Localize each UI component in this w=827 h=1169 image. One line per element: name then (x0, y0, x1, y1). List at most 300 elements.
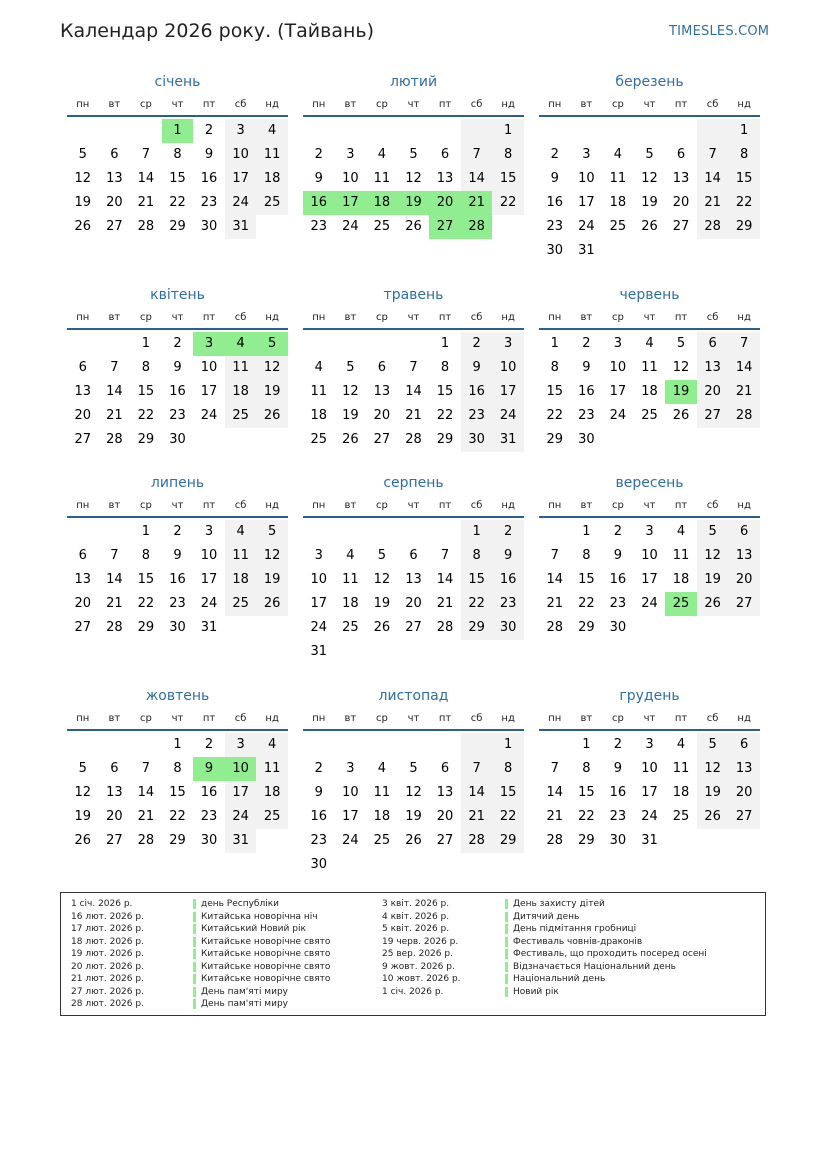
day-cell: 21 (106, 408, 123, 423)
weekday-label: пн (76, 500, 90, 511)
day-cell: 13 (106, 171, 123, 186)
day-cell: 13 (436, 171, 454, 186)
legend-date: 9 жовт. 2026 р. (382, 961, 455, 972)
day-cell: 12 (256, 544, 288, 568)
day-cell: 2 (550, 147, 559, 162)
weekday-header (67, 711, 288, 731)
day-cell: 14 (697, 167, 729, 191)
day-cell: 16 (169, 572, 186, 587)
day-cell: 9 (550, 171, 559, 186)
day-cell: 1 (141, 524, 151, 539)
weekday-label: вт (108, 312, 121, 323)
weekday-label: ср (375, 312, 388, 323)
empty-cell (67, 332, 99, 356)
holiday-day-cell: 17 (335, 191, 367, 215)
month-10 (67, 686, 288, 853)
month-5 (303, 285, 524, 452)
weekday-label: нд (265, 500, 279, 511)
day-grid (303, 520, 524, 664)
day-cell: 4 (645, 336, 654, 351)
empty-cell (429, 520, 461, 544)
weekday-label: пн (548, 500, 562, 511)
weekday-header (67, 97, 288, 117)
weekday-label: сб (234, 713, 247, 724)
day-cell: 29 (492, 829, 524, 853)
day-cell: 10 (342, 171, 359, 186)
empty-cell (67, 119, 99, 143)
day-cell: 10 (641, 548, 658, 563)
day-cell: 23 (169, 408, 186, 423)
day-cell: 17 (342, 809, 359, 824)
site-link[interactable]: TIMESLES.COM (669, 24, 770, 39)
day-cell: 15 (578, 785, 595, 800)
empty-cell (697, 119, 729, 143)
empty-cell (665, 119, 697, 143)
day-cell: 29 (169, 219, 186, 234)
month-3 (539, 72, 760, 263)
day-cell: 13 (106, 785, 123, 800)
legend-holiday-name: Відзначається Національний день (505, 961, 707, 974)
day-cell: 17 (225, 781, 257, 805)
day-cell: 22 (461, 592, 493, 616)
day-grid (539, 332, 760, 452)
day-grid (539, 733, 760, 853)
holiday-day-cell: 21 (461, 191, 493, 215)
holiday-day-cell: 16 (303, 191, 335, 215)
weekday-label: чт (407, 713, 420, 724)
day-cell: 16 (310, 809, 328, 824)
month-6 (539, 285, 760, 452)
day-cell: 3 (225, 733, 257, 757)
day-cell: 14 (137, 171, 155, 186)
weekday-label: чт (171, 500, 184, 511)
legend-holiday-name: Китайське новорічне свято (193, 948, 330, 961)
weekday-label: пн (76, 312, 90, 323)
day-cell: 16 (200, 171, 218, 186)
day-cell: 16 (200, 785, 218, 800)
empty-cell (99, 332, 131, 356)
empty-cell (398, 332, 430, 356)
day-cell: 27 (436, 833, 454, 848)
day-cell: 1 (141, 336, 151, 351)
day-cell: 10 (342, 785, 359, 800)
holiday-day-cell: 25 (665, 592, 697, 616)
weekday-label: нд (737, 713, 751, 724)
day-cell: 15 (578, 572, 595, 587)
holiday-day-cell: 19 (398, 191, 430, 215)
day-cell: 3 (225, 119, 257, 143)
day-cell: 17 (609, 384, 627, 399)
day-cell: 10 (609, 360, 627, 375)
weekday-label: сб (234, 99, 247, 110)
day-cell: 29 (137, 620, 155, 635)
month-8 (303, 473, 524, 664)
day-cell: 7 (550, 761, 559, 776)
day-cell: 6 (440, 761, 450, 776)
day-cell: 13 (74, 384, 92, 399)
month-name: червень (619, 287, 680, 303)
day-cell: 17 (641, 572, 658, 587)
weekday-label: ср (139, 312, 152, 323)
month-1 (67, 72, 288, 239)
weekday-label: вт (108, 713, 121, 724)
weekday-label: пт (438, 99, 452, 110)
day-cell: 31 (578, 243, 595, 258)
day-cell: 8 (582, 548, 591, 563)
day-cell: 13 (697, 356, 729, 380)
weekday-header (303, 310, 524, 330)
day-cell: 4 (377, 761, 387, 776)
day-cell: 23 (461, 404, 493, 428)
day-cell: 8 (440, 360, 450, 375)
day-cell: 19 (405, 809, 422, 824)
day-cell: 4 (676, 737, 686, 752)
day-cell: 7 (697, 143, 729, 167)
day-cell: 20 (728, 781, 760, 805)
day-cell: 31 (225, 215, 257, 239)
weekday-label: сб (470, 713, 483, 724)
day-cell: 8 (492, 757, 524, 781)
weekday-label: нд (501, 500, 515, 511)
day-cell: 15 (728, 167, 760, 191)
legend-date: 21 лют. 2026 р. (71, 974, 144, 984)
weekday-label: чт (643, 500, 656, 511)
weekday-label: пт (674, 312, 688, 323)
day-cell: 15 (137, 384, 155, 399)
month-12 (539, 686, 760, 853)
day-grid (303, 332, 524, 452)
weekday-label: ср (375, 99, 388, 110)
weekday-header (539, 711, 760, 731)
day-cell: 26 (405, 833, 422, 848)
day-cell: 21 (106, 596, 123, 611)
day-cell: 22 (578, 809, 595, 824)
weekday-label: вт (344, 500, 357, 511)
day-cell: 20 (74, 408, 92, 423)
holiday-day-cell: 10 (225, 757, 257, 781)
day-cell: 8 (173, 147, 182, 162)
day-cell: 6 (110, 761, 119, 776)
day-cell: 14 (728, 356, 760, 380)
day-cell: 29 (169, 833, 186, 848)
weekday-label: чт (171, 312, 184, 323)
legend-date: 19 лют. 2026 р. (71, 949, 144, 959)
page-title: Календар 2026 року. (Тайвань) (60, 20, 375, 42)
month-name: травень (383, 287, 444, 303)
day-cell: 17 (225, 167, 257, 191)
day-cell: 3 (346, 761, 355, 776)
day-cell: 18 (641, 384, 658, 399)
day-cell: 8 (582, 761, 591, 776)
day-cell: 7 (728, 332, 760, 356)
day-cell: 6 (676, 147, 686, 162)
day-cell: 30 (546, 243, 564, 258)
weekday-label: вт (580, 500, 593, 511)
legend-holiday-name: день Республіки (193, 898, 330, 911)
weekday-label: ср (375, 500, 388, 511)
day-cell: 2 (173, 336, 182, 351)
day-cell: 29 (728, 215, 760, 239)
weekday-label: пт (674, 99, 688, 110)
day-cell: 20 (106, 195, 123, 210)
weekday-label: чт (171, 713, 184, 724)
day-cell: 11 (256, 757, 288, 781)
day-cell: 19 (342, 408, 359, 423)
weekday-label: чт (643, 99, 656, 110)
legend-holiday-name: День захисту дітей (505, 898, 707, 911)
weekday-label: вт (580, 99, 593, 110)
month-4 (67, 285, 288, 452)
day-cell: 18 (225, 380, 257, 404)
day-cell: 22 (137, 596, 155, 611)
empty-cell (130, 733, 162, 757)
legend-date: 17 лют. 2026 р. (71, 924, 144, 934)
legend-holiday-name: День пам'яті миру (193, 986, 330, 999)
day-cell: 16 (492, 568, 524, 592)
weekday-label: вт (108, 99, 121, 110)
holiday-day-cell: 20 (429, 191, 461, 215)
day-cell: 14 (106, 572, 123, 587)
day-cell: 5 (78, 761, 87, 776)
holiday-day-cell: 5 (256, 332, 288, 356)
empty-cell (99, 119, 131, 143)
day-cell: 16 (546, 195, 564, 210)
day-cell: 10 (200, 360, 218, 375)
day-cell: 7 (440, 548, 450, 563)
day-cell: 19 (697, 568, 729, 592)
legend-holiday-name: Китайське новорічне свято (193, 973, 330, 986)
day-cell: 1 (173, 737, 182, 752)
legend-dates-col-2 (382, 898, 461, 998)
day-cell: 28 (137, 833, 155, 848)
empty-cell (335, 119, 367, 143)
day-cell: 12 (641, 171, 658, 186)
weekday-label: нд (501, 312, 515, 323)
day-cell: 5 (409, 147, 418, 162)
day-cell: 29 (578, 620, 595, 635)
day-cell: 28 (461, 829, 493, 853)
day-cell: 22 (169, 809, 186, 824)
day-cell: 31 (641, 833, 658, 848)
day-grid (67, 520, 288, 640)
weekday-label: чт (643, 312, 656, 323)
day-cell: 21 (137, 195, 155, 210)
month-2 (303, 72, 524, 239)
holiday-day-cell: 3 (193, 332, 225, 356)
weekday-label: пн (312, 99, 326, 110)
day-cell: 27 (106, 219, 123, 234)
day-cell: 24 (342, 833, 359, 848)
day-cell: 28 (436, 620, 454, 635)
empty-cell (398, 733, 430, 757)
legend-date: 10 жовт. 2026 р. (382, 974, 461, 984)
empty-cell (303, 119, 335, 143)
month-name: лютий (389, 74, 438, 90)
day-cell: 12 (405, 171, 422, 186)
day-cell: 17 (492, 380, 524, 404)
day-cell: 27 (697, 404, 729, 428)
day-cell: 5 (697, 733, 729, 757)
empty-cell (602, 119, 634, 143)
day-cell: 12 (697, 757, 729, 781)
day-cell: 11 (373, 785, 391, 800)
day-cell: 14 (106, 384, 123, 399)
day-cell: 17 (200, 384, 218, 399)
day-cell: 26 (405, 219, 422, 234)
weekday-header (303, 97, 524, 117)
day-cell: 12 (373, 572, 391, 587)
empty-cell (67, 733, 99, 757)
weekday-label: пн (312, 713, 326, 724)
empty-cell (335, 520, 367, 544)
day-cell: 25 (225, 592, 257, 616)
day-cell: 22 (169, 195, 186, 210)
day-cell: 28 (697, 215, 729, 239)
weekday-label: сб (470, 99, 483, 110)
day-cell: 17 (310, 596, 328, 611)
weekday-header (539, 498, 760, 518)
day-cell: 20 (106, 809, 123, 824)
day-cell: 18 (342, 596, 359, 611)
day-cell: 29 (546, 432, 564, 447)
legend-names-col-2 (505, 898, 707, 998)
day-cell: 17 (641, 785, 658, 800)
day-cell: 6 (697, 332, 729, 356)
weekday-label: пн (76, 713, 90, 724)
weekday-label: пт (674, 500, 688, 511)
day-cell: 23 (492, 592, 524, 616)
weekday-label: вт (344, 713, 357, 724)
weekday-label: нд (737, 500, 751, 511)
month-name: березень (615, 74, 684, 90)
holiday-day-cell: 4 (225, 332, 257, 356)
weekday-label: пт (202, 312, 216, 323)
holiday-day-cell: 28 (461, 215, 493, 239)
empty-cell (461, 733, 493, 757)
empty-cell (366, 332, 398, 356)
day-cell: 24 (641, 596, 658, 611)
day-cell: 3 (492, 332, 524, 356)
day-cell: 28 (106, 432, 123, 447)
day-cell: 12 (342, 384, 359, 399)
weekday-label: нд (737, 312, 751, 323)
day-cell: 7 (409, 360, 418, 375)
holiday-day-cell: 27 (429, 215, 461, 239)
weekday-header (67, 498, 288, 518)
day-cell: 1 (550, 336, 559, 351)
day-cell: 7 (110, 548, 119, 563)
day-cell: 11 (672, 548, 690, 563)
day-cell: 27 (106, 833, 123, 848)
day-cell: 15 (461, 568, 493, 592)
day-cell: 1 (728, 119, 760, 143)
day-cell: 16 (609, 572, 627, 587)
weekday-label: ср (375, 713, 388, 724)
weekday-label: сб (234, 312, 247, 323)
day-cell: 21 (405, 408, 422, 423)
day-cell: 2 (613, 737, 623, 752)
legend-holiday-name: Національний день (505, 973, 707, 986)
day-cell: 27 (74, 620, 92, 635)
day-cell: 8 (461, 544, 493, 568)
day-cell: 3 (582, 147, 591, 162)
weekday-label: ср (139, 99, 152, 110)
day-cell: 10 (641, 761, 658, 776)
empty-cell (366, 733, 398, 757)
weekday-label: пн (548, 99, 562, 110)
day-grid (67, 332, 288, 452)
day-cell: 8 (728, 143, 760, 167)
weekday-label: вт (344, 99, 357, 110)
weekday-label: пт (202, 713, 216, 724)
day-cell: 3 (346, 147, 355, 162)
day-cell: 25 (256, 191, 288, 215)
day-cell: 16 (461, 380, 493, 404)
day-cell: 31 (310, 644, 328, 659)
holiday-day-cell: 19 (665, 380, 697, 404)
day-cell: 30 (609, 833, 627, 848)
day-cell: 30 (492, 616, 524, 640)
day-cell: 9 (613, 548, 623, 563)
day-cell: 27 (728, 592, 760, 616)
day-cell: 21 (546, 596, 564, 611)
day-cell: 26 (672, 408, 690, 423)
day-cell: 9 (173, 360, 182, 375)
day-cell: 13 (672, 171, 690, 186)
day-cell: 24 (641, 809, 658, 824)
day-cell: 2 (461, 332, 493, 356)
day-cell: 28 (546, 620, 564, 635)
day-cell: 9 (492, 544, 524, 568)
day-cell: 26 (74, 219, 92, 234)
day-cell: 1 (440, 336, 450, 351)
day-cell: 6 (377, 360, 387, 375)
weekday-label: вт (108, 500, 121, 511)
day-cell: 20 (74, 596, 92, 611)
day-cell: 29 (137, 432, 155, 447)
day-cell: 23 (578, 408, 595, 423)
legend-holiday-name: Китайський Новий рік (193, 923, 330, 936)
weekday-label: сб (706, 99, 719, 110)
day-cell: 14 (436, 572, 454, 587)
day-cell: 28 (106, 620, 123, 635)
weekday-header (539, 310, 760, 330)
day-cell: 25 (256, 805, 288, 829)
day-cell: 6 (728, 733, 760, 757)
day-cell: 15 (492, 167, 524, 191)
legend-holiday-name: Дитячий день (505, 911, 707, 924)
day-cell: 28 (728, 404, 760, 428)
month-name: листопад (378, 688, 449, 704)
day-cell: 25 (342, 620, 359, 635)
day-cell: 15 (169, 171, 186, 186)
day-cell: 3 (613, 336, 623, 351)
legend-date: 1 січ. 2026 р. (382, 986, 444, 997)
day-cell: 14 (546, 785, 564, 800)
day-cell: 19 (256, 568, 288, 592)
legend-date: 28 лют. 2026 р. (71, 999, 144, 1009)
empty-cell (539, 520, 571, 544)
day-cell: 1 (582, 524, 591, 539)
empty-cell (99, 733, 131, 757)
weekday-label: ср (139, 713, 152, 724)
day-cell: 18 (672, 785, 690, 800)
weekday-header (303, 498, 524, 518)
empty-cell (335, 332, 367, 356)
legend-holiday-name: День підмітання гробниці (505, 923, 707, 936)
legend-dates-col-1 (71, 898, 144, 1011)
day-cell: 11 (373, 171, 391, 186)
